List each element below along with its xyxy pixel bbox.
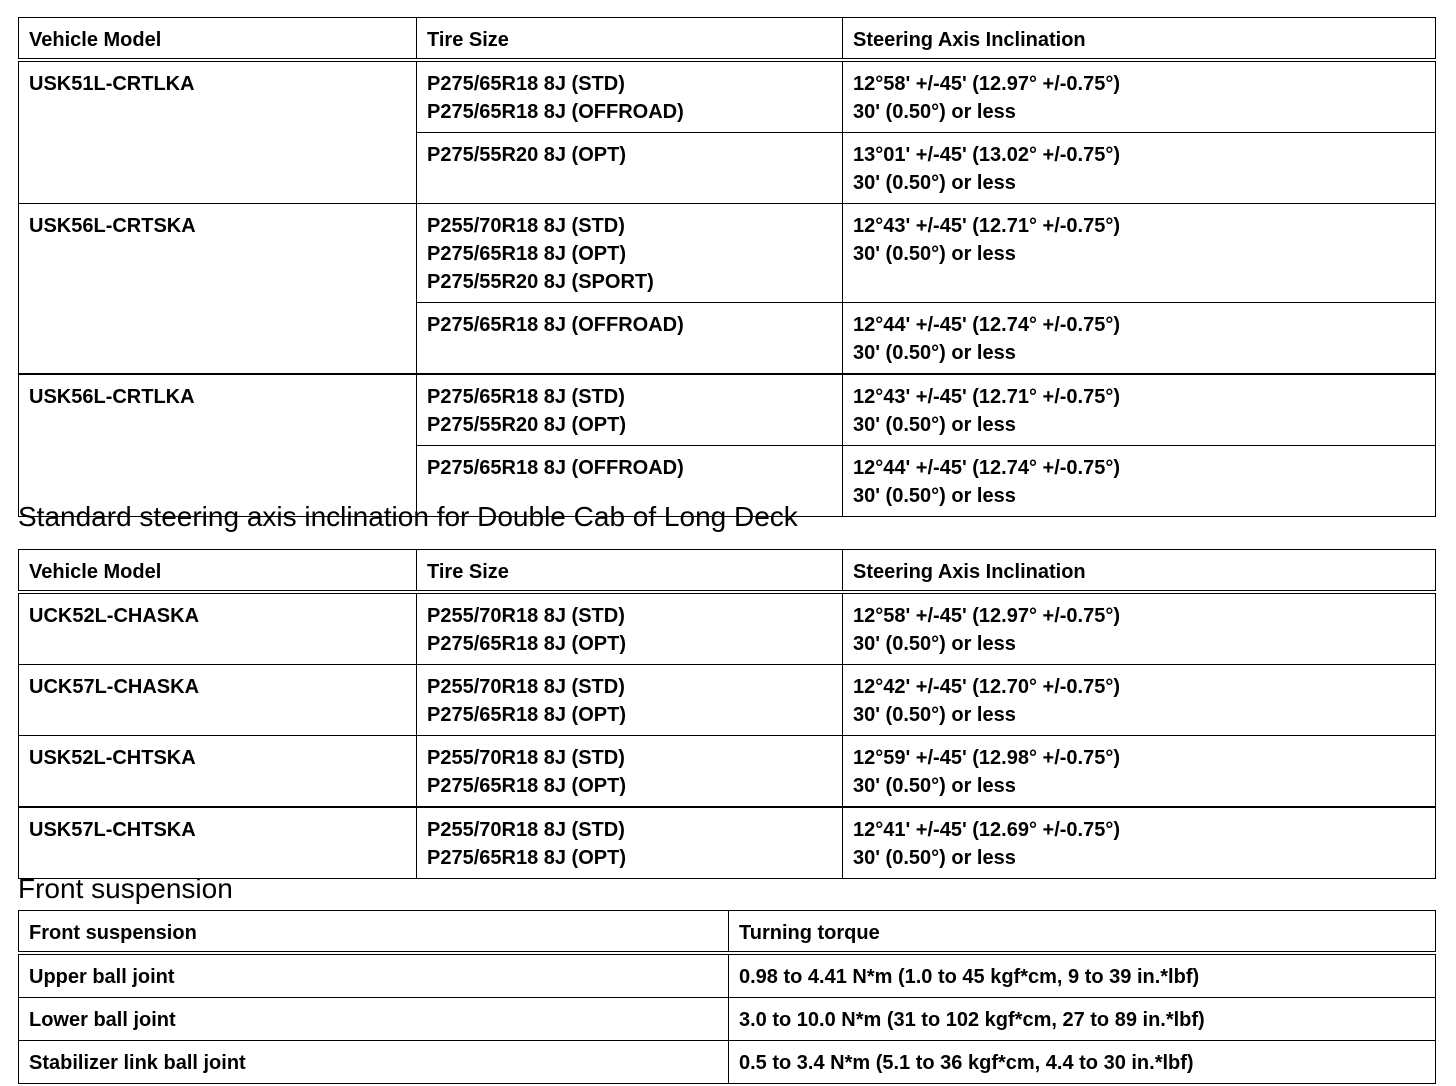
table-header-row <box>19 18 1436 61</box>
tire-size-line: P255/70R18 8J (STD) <box>427 819 625 841</box>
table-row <box>19 60 1436 133</box>
inclination-cell <box>843 592 1436 665</box>
turning-torque-cell: 0.98 to 4.41 N*m (1.0 to 45 kgf*cm, 9 to 39 in.*lbf) <box>729 953 1436 998</box>
tire-size-line: P275/65R18 8J (STD) <box>427 73 625 95</box>
turning-torque-cell: 3.0 to 10.0 N*m (31 to 102 kgf*cm, 27 to 89 in.*lbf) <box>729 998 1436 1041</box>
inclination-cell <box>843 736 1436 808</box>
col-header-turning-torque: Turning torque <box>729 911 1436 954</box>
inclination-value: 13°01' +/-45' (13.02° +/-0.75°) <box>853 144 1121 166</box>
inclination-cell <box>843 133 1436 204</box>
tire-size-cell <box>417 204 843 303</box>
table-row <box>19 592 1436 665</box>
cross-inclination-value: 30' (0.50°) or less <box>853 414 1016 436</box>
tire-size-cell <box>417 374 843 446</box>
cross-inclination-value: 30' (0.50°) or less <box>853 775 1016 797</box>
vehicle-model-cell: UCK57L-CHASKA <box>19 665 417 736</box>
table-row <box>19 998 1436 1041</box>
tire-size-cell <box>417 665 843 736</box>
tire-size-cell <box>417 303 843 375</box>
tire-size-line: P255/70R18 8J (STD) <box>427 605 625 627</box>
table-row <box>19 1041 1436 1084</box>
section-heading-double-cab: Standard steering axis inclination for Double Cab of Long Deck <box>18 501 798 532</box>
steering-inclination-table-standard <box>18 17 1436 517</box>
col-header-steering-axis-inclination: Steering Axis Inclination <box>843 550 1436 593</box>
tire-size-line: P275/55R20 8J (SPORT) <box>427 271 654 293</box>
inclination-value: 12°59' +/-45' (12.98° +/-0.75°) <box>853 747 1121 769</box>
inclination-value: 12°43' +/-45' (12.71° +/-0.75°) <box>853 386 1121 408</box>
vehicle-model-cell: USK57L-CHTSKA <box>19 807 417 879</box>
tire-size-cell <box>417 807 843 879</box>
steering-inclination-table-double-cab <box>18 549 1436 879</box>
tire-size-line: P275/65R18 8J (OPT) <box>427 847 626 869</box>
inclination-cell <box>843 374 1436 446</box>
vehicle-model-cell: USK51L-CRTLKA <box>19 60 417 204</box>
tire-size-cell <box>417 60 843 133</box>
inclination-cell <box>843 60 1436 133</box>
cross-inclination-value: 30' (0.50°) or less <box>853 101 1016 123</box>
tire-size-line: P275/65R18 8J (OPT) <box>427 704 626 726</box>
cross-inclination-value: 30' (0.50°) or less <box>853 172 1016 194</box>
table-header-row <box>19 911 1436 954</box>
cross-inclination-value: 30' (0.50°) or less <box>853 633 1016 655</box>
tire-size-line: P255/70R18 8J (STD) <box>427 747 625 769</box>
inclination-value: 12°43' +/-45' (12.71° +/-0.75°) <box>853 215 1121 237</box>
tire-size-line: P255/70R18 8J (STD) <box>427 215 625 237</box>
tire-size-cell <box>417 133 843 204</box>
col-header-tire-size: Tire Size <box>417 18 843 61</box>
tire-size-line: P275/65R18 8J (OPT) <box>427 243 626 265</box>
suspension-part-cell: Stabilizer link ball joint <box>19 1041 729 1084</box>
cross-inclination-value: 30' (0.50°) or less <box>853 704 1016 726</box>
tire-size-line: P275/65R18 8J (OFFROAD) <box>427 457 684 479</box>
cross-inclination-value: 30' (0.50°) or less <box>853 485 1016 507</box>
inclination-cell <box>843 303 1436 375</box>
inclination-cell <box>843 204 1436 303</box>
tire-size-cell <box>417 736 843 808</box>
tire-size-line: P255/70R18 8J (STD) <box>427 676 625 698</box>
inclination-value: 12°44' +/-45' (12.74° +/-0.75°) <box>853 314 1121 336</box>
cross-inclination-value: 30' (0.50°) or less <box>853 342 1016 364</box>
vehicle-model-cell: USK56L-CRTSKA <box>19 204 417 375</box>
table-row <box>19 374 1436 446</box>
front-suspension-torque-table <box>18 910 1436 1084</box>
tire-size-line: P275/65R18 8J (OFFROAD) <box>427 101 684 123</box>
vehicle-model-cell: UCK52L-CHASKA <box>19 592 417 665</box>
section-heading-front-suspension: Front suspension <box>18 873 233 904</box>
inclination-value: 12°42' +/-45' (12.70° +/-0.75°) <box>853 676 1121 698</box>
inclination-value: 12°58' +/-45' (12.97° +/-0.75°) <box>853 73 1121 95</box>
tire-size-line: P275/65R18 8J (OPT) <box>427 775 626 797</box>
col-header-tire-size: Tire Size <box>417 550 843 593</box>
inclination-value: 12°44' +/-45' (12.74° +/-0.75°) <box>853 457 1121 479</box>
tire-size-line: P275/55R20 8J (OPT) <box>427 144 626 166</box>
cross-inclination-value: 30' (0.50°) or less <box>853 847 1016 869</box>
turning-torque-cell: 0.5 to 3.4 N*m (5.1 to 36 kgf*cm, 4.4 to 30 in.*lbf) <box>729 1041 1436 1084</box>
table-row <box>19 736 1436 808</box>
table-header-row <box>19 550 1436 593</box>
col-header-steering-axis-inclination: Steering Axis Inclination <box>843 18 1436 61</box>
inclination-cell <box>843 446 1436 517</box>
tire-size-line: P275/55R20 8J (OPT) <box>427 414 626 436</box>
tire-size-cell <box>417 592 843 665</box>
table-row <box>19 204 1436 303</box>
inclination-cell <box>843 807 1436 879</box>
table-row <box>19 665 1436 736</box>
suspension-part-cell: Lower ball joint <box>19 998 729 1041</box>
inclination-cell <box>843 665 1436 736</box>
inclination-value: 12°41' +/-45' (12.69° +/-0.75°) <box>853 819 1121 841</box>
suspension-part-cell: Upper ball joint <box>19 953 729 998</box>
cross-inclination-value: 30' (0.50°) or less <box>853 243 1016 265</box>
vehicle-model-cell: USK56L-CRTLKA <box>19 374 417 517</box>
vehicle-model-cell: USK52L-CHTSKA <box>19 736 417 808</box>
tire-size-line: P275/65R18 8J (OFFROAD) <box>427 314 684 336</box>
table-row <box>19 953 1436 998</box>
tire-size-line: P275/65R18 8J (STD) <box>427 386 625 408</box>
col-header-vehicle-model: Vehicle Model <box>19 18 417 61</box>
table-row <box>19 807 1436 879</box>
inclination-value: 12°58' +/-45' (12.97° +/-0.75°) <box>853 605 1121 627</box>
col-header-front-suspension: Front suspension <box>19 911 729 954</box>
tire-size-line: P275/65R18 8J (OPT) <box>427 633 626 655</box>
col-header-vehicle-model: Vehicle Model <box>19 550 417 593</box>
